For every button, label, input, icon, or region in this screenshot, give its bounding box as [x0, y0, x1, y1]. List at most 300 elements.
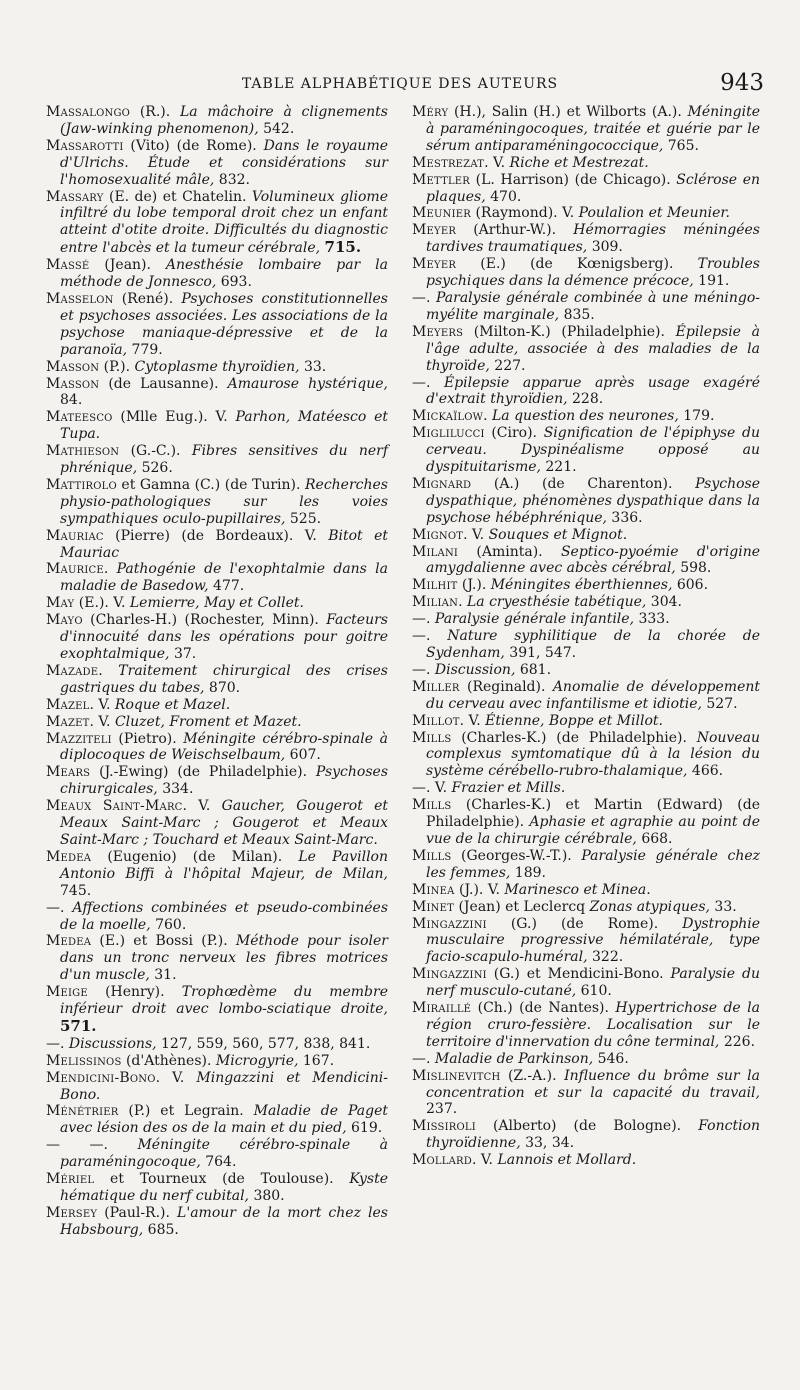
work-title: Riche et Mestrezat. — [509, 154, 649, 171]
work-title: Poulalion et Meunier. — [578, 205, 730, 222]
work-title: Maladie de Parkinson, — [434, 1050, 594, 1067]
page-reference: 334. — [157, 781, 194, 798]
author-name: Mingazzini — [412, 966, 487, 983]
entry-detail: . V. — [89, 696, 115, 713]
index-entry — [46, 697, 388, 714]
entry-detail: —. — [412, 374, 444, 391]
entry-detail: (Charles-K.) (de Philadelphie). — [451, 729, 697, 746]
author-name: Maurice — [46, 561, 104, 578]
entry-detail: . V. — [89, 713, 115, 730]
work-title: Septico-pyoémie d'origine amygdalienne avec abcès cérébral, — [426, 543, 760, 577]
page-reference: 779. — [127, 341, 163, 358]
page-reference: 227. — [489, 357, 526, 374]
author-name: Mignot — [412, 526, 464, 543]
author-name: Massarotti — [46, 137, 124, 154]
page-reference: 191. — [693, 273, 730, 290]
entry-detail: —. — [46, 1035, 69, 1052]
entry-detail: (J.). V. — [454, 881, 505, 898]
author-name: Mills — [412, 797, 452, 814]
work-title: Frazier et Mills. — [451, 780, 566, 797]
index-entry — [46, 376, 388, 410]
page-number: 943 — [720, 70, 764, 96]
work-title: Volumineux gliome infiltré du lobe temporal droit chez un enfant atteint d'otite droite. Difficultés du diagnostic entre l'abcès et la tumeur cérébrale, — [60, 188, 388, 257]
index-entry — [46, 595, 388, 612]
work-title: Psychoses constitutionnelles et psychoses associées. Les associations de la psychose maniaque-dépressive et de la paranoïa, — [60, 290, 388, 358]
page-reference-bold: 715. — [324, 238, 362, 257]
page-reference: 189. — [510, 864, 546, 881]
author-name: Mollard — [412, 1152, 472, 1169]
entry-detail: (E.) (de Kœnigsberg). — [456, 256, 698, 273]
index-entry — [412, 476, 760, 527]
entry-detail: (L. Harrison) (de Chicago). — [470, 171, 677, 188]
author-name: Meaux Saint-Marc — [46, 798, 183, 815]
work-title: La mâchoire à clignements (Jaw-winking phenomenon), — [60, 104, 388, 137]
entry-detail: (J.). — [457, 577, 491, 594]
entry-detail: (Mlle Eug.). V. — [112, 409, 236, 426]
work-title: Paralysie générale combinée à une méningo-myélite marginale, — [426, 289, 760, 323]
work-title: Étienne, Boppe et Millot. — [485, 712, 663, 729]
entry-detail: (Jean) et Leclercq — [454, 898, 590, 915]
work-title: Discussions, — [68, 1035, 157, 1052]
entry-detail: (Milton-K.) (Philadelphie). — [463, 323, 676, 340]
work-title: Influence du brôme sur la concentration et sur la capacité du travail, — [426, 1067, 760, 1101]
page-reference: 221. — [540, 459, 577, 476]
author-name: Melissinos — [46, 1052, 122, 1069]
index-entry — [412, 205, 760, 222]
author-name: Medea — [46, 848, 92, 865]
work-title: Kyste hématique du nerf cubital, — [60, 1171, 388, 1204]
page-reference: 745. — [60, 882, 92, 899]
work-title: Roque et Mazel. — [114, 696, 231, 713]
author-name: Miller — [412, 678, 460, 695]
work-title: Zonas atypiques, — [589, 898, 710, 915]
author-name: Mazel — [46, 696, 90, 713]
author-name: Massé — [46, 257, 90, 274]
page-reference: 127, 559, 560, 577, 838, 841. — [156, 1035, 371, 1052]
work-title: Trophœdème du membre inférieur droit avec lombo-sciatique droite, — [60, 984, 388, 1018]
entry-detail: (Jean). — [89, 257, 166, 274]
entry-detail: —. — [412, 289, 436, 306]
work-title: Nature syphilitique de la chorée de Sydenham, — [426, 628, 760, 661]
page-reference: 606. — [672, 577, 709, 594]
page-reference: 693. — [216, 274, 252, 291]
author-name: Massalongo — [46, 104, 131, 120]
page-reference: 870. — [204, 679, 241, 696]
author-name: Mayo — [46, 612, 83, 629]
index-entry — [412, 256, 760, 290]
index-entry — [46, 561, 388, 595]
index-entry — [412, 966, 760, 1000]
work-title: Aphasie et agraphie au point de vue de la chirurgie cérébrale, — [426, 814, 760, 847]
work-title: Marinesco et Minea. — [504, 881, 651, 898]
entry-detail: . V. — [484, 154, 510, 171]
work-title: Méningite cérébro-spinale à diplocoques de Weischselbaum, — [60, 730, 388, 764]
index-entry — [46, 359, 388, 376]
author-name: Mettler — [412, 171, 471, 188]
page-reference: 835. — [559, 306, 595, 323]
index-entry — [46, 1103, 388, 1137]
author-name: Meyer — [412, 256, 457, 273]
author-name: Missiroli — [412, 1118, 476, 1135]
index-entry — [412, 577, 760, 594]
author-name: Mazade — [46, 662, 99, 679]
index-entry — [412, 662, 760, 679]
index-entry — [46, 409, 388, 443]
entry-detail: (Alberto) (de Bologne). — [475, 1118, 699, 1135]
page-reference: 31. — [149, 967, 177, 984]
work-title: Affections combinées et pseudo-combinées de la moelle, — [60, 899, 389, 933]
author-name: Mateesco — [46, 409, 113, 426]
author-name: Medea — [46, 933, 92, 950]
index-entry — [46, 849, 388, 900]
author-name: Mestrezat — [412, 154, 485, 171]
index-entry — [412, 222, 760, 256]
work-title: Épilepsie apparue après usage exagéré d'extrait thyroïdien, — [426, 374, 760, 408]
author-name: Milian — [412, 594, 459, 611]
entry-detail: (Ciro). — [484, 425, 544, 442]
author-name: Minea — [412, 881, 455, 898]
entry-detail: —. — [412, 628, 448, 645]
work-title: Fonction thyroïdienne, — [426, 1118, 760, 1152]
author-name: Millot — [412, 712, 460, 729]
page-reference: 542. — [258, 120, 295, 137]
author-name: Mears — [46, 764, 91, 781]
page-reference: 226. — [719, 1033, 756, 1050]
author-name: Miglilucci — [412, 425, 485, 442]
author-name: Minet — [412, 898, 455, 915]
index-entry — [46, 443, 388, 477]
entry-detail: (Reginald). — [459, 678, 553, 695]
work-title: La question des neurones, — [492, 408, 679, 425]
left-column — [46, 104, 388, 1239]
index-entry — [412, 1000, 760, 1051]
author-name: Mériel — [46, 1171, 95, 1188]
work-title: Souques et Mignot. — [488, 526, 628, 543]
entry-detail: (de Lausanne). — [99, 375, 228, 392]
work-title: Cluzet, Froment et Mazet. — [114, 713, 302, 730]
work-title: L'amour de la mort chez les Habsbourg, — [60, 1204, 388, 1238]
page-reference: 33. — [709, 898, 737, 915]
work-title: Maladie de Paget avec lésion des os de la main et du pied, — [60, 1103, 388, 1137]
index-entry — [412, 628, 760, 662]
index-entry — [412, 899, 760, 916]
entry-detail: . V. — [182, 798, 222, 815]
page-reference: 525. — [285, 510, 322, 527]
entry-detail: (Pietro). — [111, 730, 184, 747]
index-entry — [412, 324, 760, 375]
page-reference: 391, 547. — [504, 645, 577, 661]
index-entry — [46, 1070, 388, 1104]
entry-detail: (E.). V. — [74, 595, 130, 612]
entry-detail: (Charles-K.) et Martin (Edward) (de Philadelphie). — [426, 797, 760, 831]
index-entry — [46, 900, 388, 934]
entry-detail: (G.-C.). — [119, 443, 192, 460]
page-reference: 309. — [587, 239, 623, 256]
page-reference: 322. — [587, 949, 624, 966]
author-name: Mignard — [412, 475, 472, 492]
entry-detail: (Eugenio) (de Milan). — [91, 848, 299, 865]
page-reference: 765. — [663, 137, 699, 154]
entry-detail: (René). — [113, 290, 182, 307]
right-column — [412, 104, 760, 1169]
author-name: Meyer — [412, 222, 457, 239]
page-reference: 33. — [299, 358, 327, 375]
entry-detail: (Z.-A.). — [500, 1067, 565, 1084]
index-entry — [46, 528, 388, 562]
index-entry — [46, 1171, 388, 1205]
entry-detail: (Pierre) (de Bordeaux). V. — [103, 527, 329, 544]
index-entry — [412, 1152, 760, 1169]
page-reference: 336. — [606, 509, 643, 526]
entry-detail: — —. — [46, 1137, 138, 1154]
entry-detail: . — [483, 408, 492, 425]
entry-detail: (Arthur-W.). — [456, 222, 574, 239]
work-title: Facteurs d'innocuité dans les opérations pour goitre exophtalmique, — [60, 612, 388, 662]
author-name: Masselon — [46, 290, 114, 307]
work-title: Traitement chirurgical des crises gastriques du tabes, — [60, 662, 388, 696]
page-reference: 179. — [678, 408, 715, 425]
index-entry — [412, 290, 760, 324]
work-title: Signification de l'épiphyse du cerveau. Dyspinéalisme opposé au dyspituitarisme, — [426, 425, 760, 476]
index-entry — [412, 544, 760, 578]
index-entry — [46, 764, 388, 798]
author-name: Milhit — [412, 577, 458, 594]
index-entry — [46, 1205, 388, 1239]
page-reference: 598. — [675, 560, 712, 577]
page-reference: 237. — [426, 1101, 458, 1118]
work-title: Paralysie générale chez les femmes, — [426, 847, 760, 881]
work-title: La cryesthésie tabétique, — [466, 594, 647, 611]
entry-detail: (E.) et Bossi (P.). — [91, 933, 236, 950]
entry-detail: . V. — [463, 526, 489, 543]
index-entry — [412, 713, 760, 730]
index-entry — [46, 714, 388, 731]
author-name: Mills — [412, 847, 452, 864]
entry-detail: (Charles-H.) (Rochester, Minn). — [82, 612, 327, 629]
entry-detail: (d'Athènes). — [121, 1052, 216, 1069]
author-name: Ménétrier — [46, 1103, 119, 1120]
work-title: Mingazzini et Mendicini-Bono. — [60, 1069, 389, 1103]
author-name: Mazziteli — [46, 730, 112, 747]
entry-detail: . — [103, 561, 117, 578]
author-name: Mingazzini — [412, 915, 487, 932]
entry-detail: (Georges-W.-T.). — [451, 847, 582, 864]
author-name: Mazet — [46, 713, 90, 730]
work-title: Méthode pour isoler dans un tronc nerveux les fibres motrices d'un muscle, — [60, 933, 389, 984]
index-entry — [46, 1053, 388, 1070]
entry-detail: —. V. — [412, 780, 452, 797]
index-entry — [46, 189, 388, 258]
work-title: Psychose dyspathique, phénomènes dyspathique dans la psychose hébéphrénique, — [426, 475, 760, 526]
work-title: Amaurose hystérique, — [227, 375, 388, 392]
work-title: Troubles psychiques dans la démence précoce, — [426, 256, 760, 290]
author-name: Mickaïlow — [412, 408, 484, 425]
entry-detail: (R.). — [130, 104, 180, 120]
entry-detail: (Henry). — [87, 984, 182, 1001]
author-name: Méry — [412, 104, 449, 120]
index-entry — [412, 916, 760, 967]
work-title: Méningite cérébro-spinale à paraméningocoque, — [60, 1137, 388, 1171]
page-reference: 470. — [485, 188, 522, 205]
entry-detail: (Raymond). V. — [471, 205, 579, 222]
work-title: Le Pavillon Antonio Biffi à l'hôpital Majeur, de Milan, — [60, 848, 388, 882]
work-title: Paralysie du nerf musculo-cutané, — [426, 966, 760, 1000]
author-name: Meige — [46, 984, 88, 1001]
index-entry — [412, 679, 760, 713]
entry-detail: (J.-Ewing) (de Philadelphie). — [90, 764, 316, 781]
work-title: Hypertrichose de la région cruro-fessière. Localisation sur le territoire d'innervation du cône terminal, — [426, 1000, 760, 1050]
author-name: Mendicini-Bono — [46, 1069, 156, 1086]
entry-detail: (P.) et Legrain. — [118, 1103, 254, 1120]
author-name: Mills — [412, 729, 452, 746]
entry-detail: (Paul-R.). — [97, 1204, 178, 1221]
page-reference: 167. — [298, 1052, 335, 1069]
page-reference: 685. — [143, 1221, 179, 1238]
work-title: Bitot et Mauriac — [60, 527, 388, 561]
index-entry — [412, 730, 760, 781]
page-reference: 832. — [214, 171, 250, 188]
page-reference: 33, 34. — [520, 1135, 575, 1152]
page-reference: 526. — [137, 460, 173, 477]
page-reference: 760. — [150, 916, 187, 933]
index-entry — [412, 425, 760, 476]
index-entry — [46, 984, 388, 1036]
work-title: Gaucher, Gougerot et Meaux Saint-Marc ; Gougerot et Meaux Saint-Marc ; Touchard et Meaux Saint-Marc. — [60, 798, 389, 848]
index-entry — [46, 104, 388, 138]
entry-detail: . V. — [155, 1069, 197, 1086]
author-name: Mattirolo — [46, 476, 117, 493]
work-title: Lannois et Mollard. — [497, 1152, 637, 1169]
work-title: Lemierre, May et Collet. — [129, 595, 304, 612]
page-reference-bold: 571. — [60, 1016, 97, 1035]
entry-detail: —. — [412, 611, 435, 628]
page-reference: 84. — [60, 392, 83, 409]
page-reference: 681. — [515, 661, 552, 678]
index-entry — [412, 104, 760, 155]
index-entry — [412, 172, 760, 206]
running-title: TABLE ALPHABÉTIQUE DES AUTEURS — [241, 76, 559, 92]
entry-detail: (P.). — [99, 358, 135, 375]
work-title: Fibres sensitives du nerf phrénique, — [60, 443, 389, 477]
page-reference: 764. — [200, 1154, 237, 1171]
index-entry — [412, 527, 760, 544]
entry-detail: (Ch.) (de Nantes). — [471, 1000, 616, 1017]
index-entry — [412, 611, 760, 628]
page-reference: 333. — [634, 611, 670, 628]
entry-detail: (A.) (de Charenton). — [471, 475, 696, 492]
work-title: Dystrophie musculaire progressive hémilatérale, type facio-scapulo-huméral, — [426, 915, 760, 966]
author-name: Mauriac — [46, 527, 104, 544]
work-title: Anesthésie lombaire par la méthode de Jonnesco, — [60, 257, 388, 291]
work-title: Épilepsie à l'âge adulte, associée à des maladies de la thyroïde, — [426, 323, 760, 374]
work-title: Hémorragies méningées tardives traumatiques, — [426, 222, 760, 256]
index-entry — [412, 1118, 760, 1152]
page-reference: 228. — [567, 391, 604, 408]
index-entry — [412, 1068, 760, 1119]
work-title: Parhon, Matéesco et Tupa. — [60, 409, 389, 443]
work-title: Pathogénie de l'exophtalmie dans la maladie de Basedow, — [60, 561, 388, 595]
index-entry — [412, 408, 760, 425]
index-entry — [46, 731, 388, 765]
index-entry — [412, 882, 760, 899]
entry-detail: —. — [412, 661, 435, 678]
work-title: Anomalie de développement du cerveau avec infantilisme et idiotie, — [426, 678, 760, 712]
author-name: Masson — [46, 358, 100, 375]
entry-detail: (G.) et Mendicini-Bono. — [486, 966, 671, 983]
entry-detail: et Tourneux (de Toulouse). — [94, 1171, 350, 1188]
index-entry — [412, 594, 760, 611]
page-reference: 619. — [346, 1120, 383, 1137]
work-title: Cytoplasme thyroïdien, — [134, 358, 300, 375]
index-entry — [412, 797, 760, 848]
entry-detail: (Vito) (de Rome). — [123, 137, 264, 154]
work-title: Recherches physio-pathologiques sur les voies sympathiques oculo-pupillaires, — [60, 476, 388, 527]
page-reference: 380. — [249, 1188, 285, 1204]
work-title: Sclérose en plaques, — [426, 171, 760, 205]
index-entry — [46, 933, 388, 984]
entry-detail: . — [458, 594, 467, 611]
author-name: Massary — [46, 188, 104, 205]
entry-detail: et Gamna (C.) (de Turin). — [116, 476, 305, 493]
index-entry — [412, 155, 760, 172]
author-name: Meyers — [412, 323, 464, 340]
author-name: Meunier — [412, 205, 471, 222]
index-entry — [46, 612, 388, 663]
entry-detail: —. — [412, 1050, 435, 1067]
index-entry — [46, 291, 388, 359]
page-reference: 610. — [576, 983, 612, 1000]
entry-detail: (E. de) et Chatelin. — [103, 188, 252, 205]
work-title: Microgyrie, — [215, 1052, 299, 1069]
entry-detail: . V. — [471, 1152, 498, 1169]
index-entry — [412, 848, 760, 882]
work-title: Discussion, — [434, 661, 516, 678]
index-entry — [46, 1036, 388, 1053]
index-entry — [46, 663, 388, 697]
work-title: Paralysie générale infantile, — [434, 611, 635, 628]
entry-detail: (G.) (de Rome). — [486, 915, 683, 932]
page-reference: 37. — [169, 646, 197, 662]
index-entry — [412, 1051, 760, 1068]
entry-detail: (H.), Salin (H.) et Wilborts (A.). — [448, 104, 688, 120]
work-title: Méningite à paraméningocoques, traitée et guérie par le sérum antiparaméningococcique, — [426, 104, 760, 154]
work-title: Dans le royaume d'Ulrichs. Étude et considérations sur l'homosexualité mâle, — [60, 137, 388, 188]
author-name: Mislinevitch — [412, 1067, 501, 1084]
index-entry — [412, 375, 760, 409]
page-reference: 668. — [636, 830, 673, 847]
index-entry — [46, 798, 388, 849]
page-reference: 477. — [208, 578, 245, 595]
entry-detail: —. — [46, 899, 73, 916]
author-name: Mersey — [46, 1204, 98, 1221]
page-reference: 466. — [687, 763, 724, 780]
work-title: Nouveau complexus symtomatique dû à la lésion du système cérébello-rubro-thalamique, — [426, 729, 760, 780]
index-entry — [46, 257, 388, 291]
author-name: Mathieson — [46, 443, 120, 460]
index-entry — [46, 1137, 388, 1171]
page-header — [0, 70, 800, 98]
work-title: Psychoses chirurgicales, — [60, 764, 388, 798]
page-reference: 527. — [701, 695, 738, 712]
entry-detail: . V. — [459, 712, 486, 729]
page-reference: 607. — [285, 747, 321, 764]
author-name: Miraillé — [412, 1000, 472, 1017]
entry-detail: (Aminta). — [458, 543, 561, 560]
index-entry — [412, 780, 760, 797]
page-reference: 304. — [646, 594, 682, 611]
work-title: Méningites éberthiennes, — [490, 577, 673, 594]
author-name: May — [46, 595, 75, 612]
